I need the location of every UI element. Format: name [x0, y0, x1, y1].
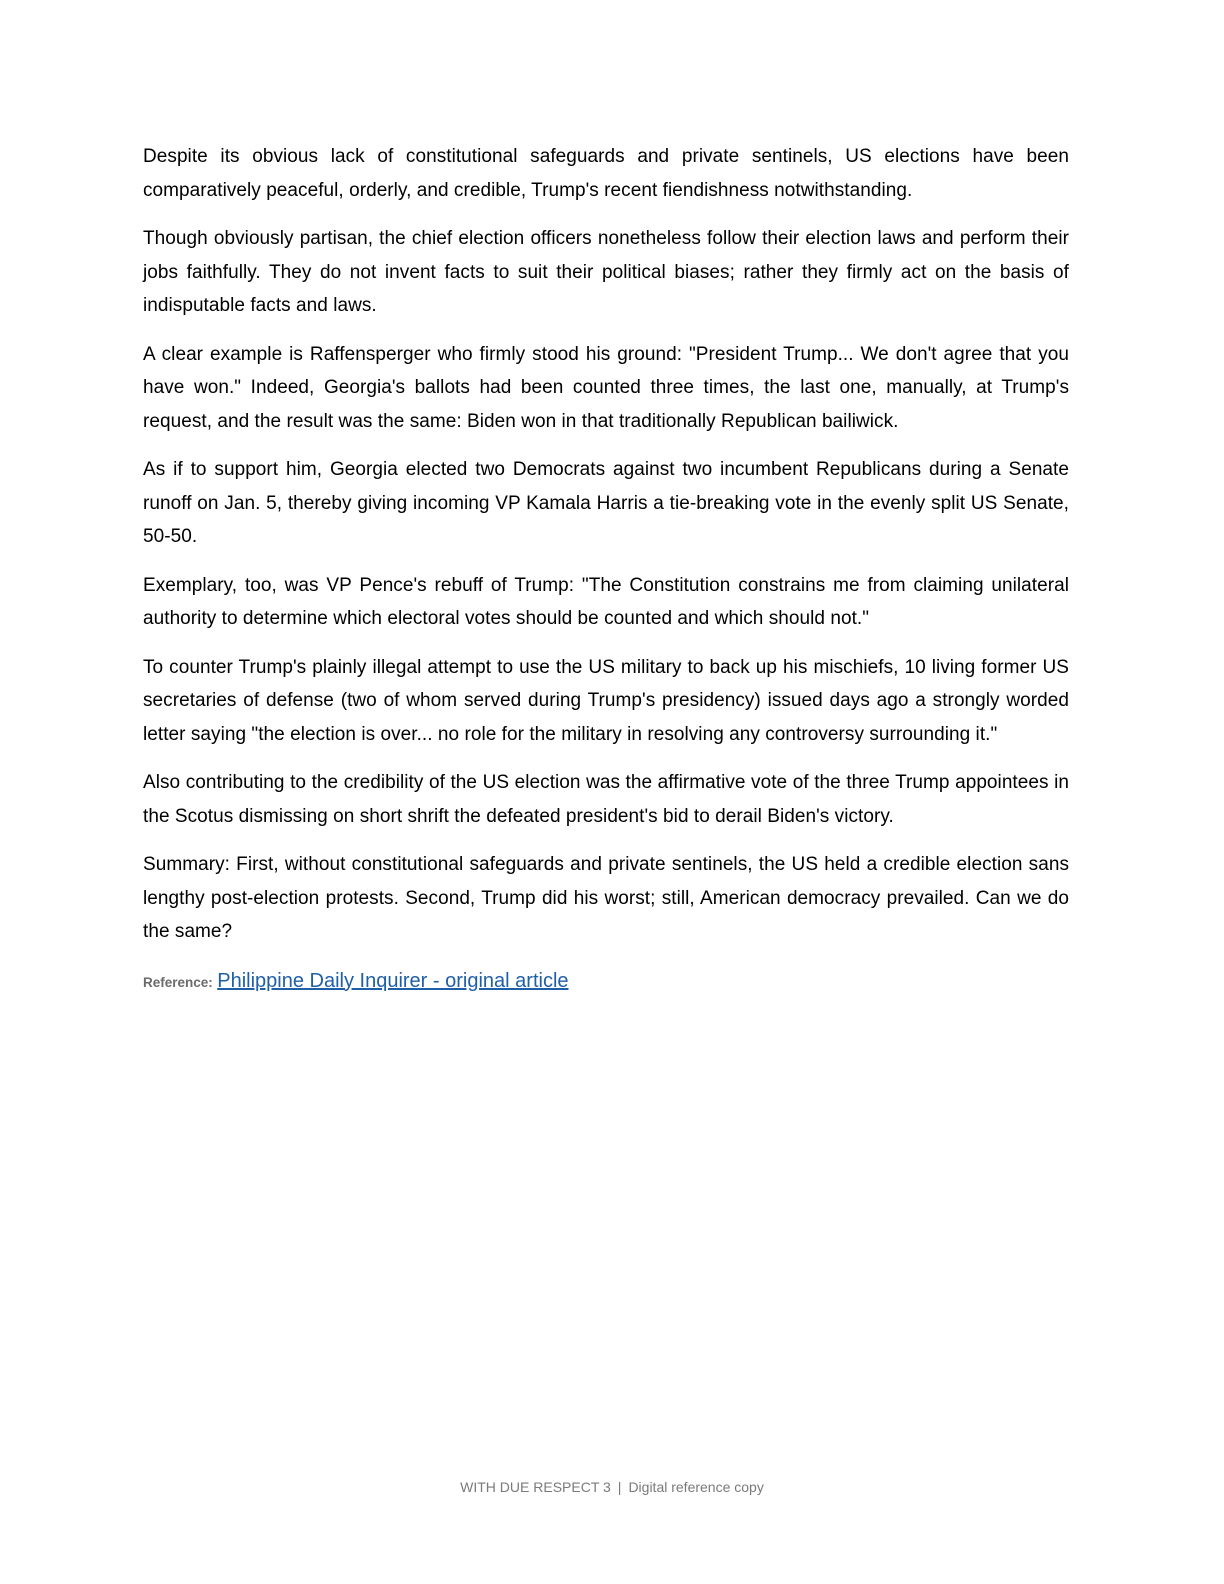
paragraph-4: As if to support him, Georgia elected two Democrats against two incumbent Republicans during a Senate runoff on Jan. 5, thereby giving incoming VP Kamala Harris a tie-breaking vote in the evenly split US Senate, 50-50. [143, 459, 1069, 547]
reference-label: Reference: [143, 974, 213, 990]
reference-line [143, 967, 1069, 997]
footer-separator: | [617, 1479, 622, 1495]
reference-link[interactable]: Philippine Daily Inquirer - original article [217, 969, 569, 992]
paragraph-6: To counter Trump's plainly illegal attempt to use the US military to back up his mischiefs, 10 living former US secretaries of defense (two of whom served during Trump's presidency) issued days ago a strongly worded letter saying "the election is over... no role for the military in resolving any controversy surrounding it." [143, 656, 1069, 745]
page-footer [0, 1479, 1224, 1495]
paragraph-7: Also contributing to the credibility of the US election was the affirmative vote of the three Trump appointees in the Scotus dismissing on short shrift the defeated president's bid to derail Biden's victory. [143, 772, 1069, 827]
footer-note: Digital reference copy [628, 1479, 764, 1495]
paragraph-3: A clear example is Raffensperger who firmly stood his ground: "President Trump... We don't agree that you have won." Indeed, Georgia's ballots had been counted three times, the last one, manually, at Trump's request, and the result was the same: Biden won in that traditionally Republican bailiwick. [143, 343, 1069, 432]
paragraph-5: Exemplary, too, was VP Pence's rebuff of Trump: "The Constitution constrains me from claiming unilateral authority to determine which electoral votes should be counted and which should not." [143, 574, 1069, 629]
paragraph-8: Summary: First, without constitutional safeguards and private sentinels, the US held a credible election sans lengthy post-election protests. Second, Trump did his worst; still, American democracy prevailed. Can we do the same? [143, 854, 1069, 942]
paragraph-2: Though obviously partisan, the chief election officers nonetheless follow their election laws and perform their jobs faithfully. They do not invent facts to suit their political biases; rather they firmly act on the basis of indisputable facts and laws. [143, 228, 1069, 316]
article-body [143, 140, 1069, 997]
paragraph-1: Despite its obvious lack of constitutional safeguards and private sentinels, US elections have been comparatively peaceful, orderly, and credible, Trump's recent fiendishness notwithstanding. [143, 146, 1069, 201]
footer-title: WITH DUE RESPECT 3 [460, 1479, 611, 1495]
